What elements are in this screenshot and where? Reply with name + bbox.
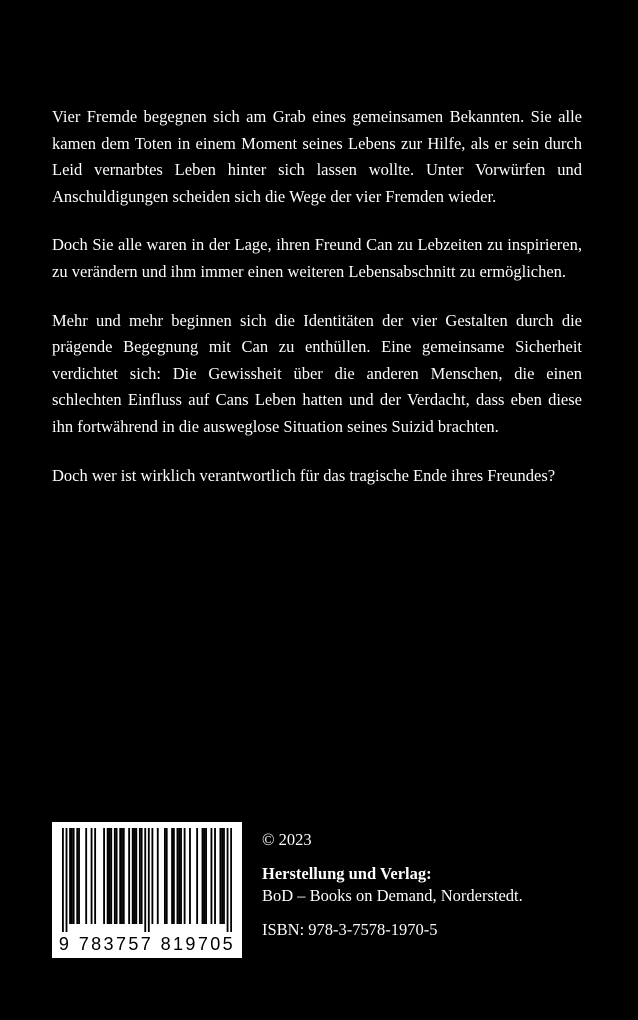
barcode-bar bbox=[78, 828, 80, 924]
barcode-bar bbox=[134, 828, 136, 924]
isbn-number: ISBN: 978-3-7578-1970-5 bbox=[262, 920, 438, 939]
barcode-bar bbox=[91, 828, 93, 924]
barcode-bar bbox=[69, 828, 71, 924]
barcode-bar bbox=[85, 828, 87, 924]
barcode-bar bbox=[178, 828, 180, 924]
barcode-bar bbox=[119, 828, 121, 924]
barcode-bar bbox=[189, 828, 191, 924]
barcode-digits: 9 783757 819705 bbox=[58, 934, 236, 954]
barcode-bar bbox=[71, 828, 73, 924]
publisher-label: Herstellung und Verlag: bbox=[262, 864, 432, 883]
barcode-bar bbox=[214, 828, 216, 924]
barcode-bar bbox=[157, 828, 159, 924]
blurb-paragraph-3: Mehr und mehr beginnen sich die Identitäten der vier Gestalten durch die prägende Begegnung mit Can zu enthüllen. Eine gemeinsame Sicherheit verdichtet sich: Die Gewissheit über die anderen Menschen, die einen schlechten Einfluss auf Cans Leben hatten und der Verdacht, dass eben diese ihn fortwährend in die ausweglose Situation seines Suizid brachten. bbox=[52, 310, 582, 436]
publisher-name: BoD – Books on Demand, Norderstedt. bbox=[262, 886, 523, 905]
barcode-bar bbox=[132, 828, 134, 924]
barcode-bar bbox=[230, 828, 232, 932]
barcode-bar bbox=[76, 828, 78, 924]
barcode-bar bbox=[151, 828, 153, 924]
barcode-bar bbox=[203, 828, 205, 924]
barcode-bar bbox=[116, 828, 118, 924]
barcode-bar bbox=[196, 828, 198, 924]
barcode-bar bbox=[62, 828, 64, 932]
barcode-bar bbox=[110, 828, 112, 924]
barcode-bar bbox=[109, 828, 111, 924]
blurb-paragraph-2: Doch Sie alle waren in der Lage, ihren Freund Can zu Lebzeiten zu inspirieren, zu verändern und ihm immer einen weiteren Lebensabschnitt zu ermöglichen. bbox=[52, 235, 582, 281]
barcode-bar bbox=[121, 828, 123, 924]
barcode-bar bbox=[211, 828, 213, 924]
blurb-paragraph-1: Vier Fremde begegnen sich am Grab eines gemeinsamen Bekannten. Sie alle kamen dem Toten in einem Moment seines Lebens zur Hilfe, als er sein durch Leid vernarbtes Leben hinter sich lassen wollte. Unter Vorwürfen und Anschuldigungen scheiden sich die Wege der vier Fremden wieder. bbox=[52, 107, 582, 206]
back-cover-blurb bbox=[52, 104, 582, 511]
imprint bbox=[262, 829, 602, 941]
barcode-bar bbox=[173, 828, 175, 924]
barcode-bar bbox=[128, 828, 130, 924]
barcode-bar bbox=[107, 828, 109, 924]
isbn-barcode bbox=[52, 822, 242, 958]
barcode-bar bbox=[139, 828, 141, 924]
barcode-bar bbox=[164, 828, 166, 924]
barcode-bar bbox=[144, 828, 146, 932]
barcode-bars bbox=[62, 828, 232, 932]
barcode-bar bbox=[66, 828, 68, 932]
barcode-bar bbox=[184, 828, 186, 924]
barcode-bar bbox=[114, 828, 116, 924]
copyright-notice: © 2023 bbox=[262, 830, 312, 849]
barcode-bar bbox=[166, 828, 168, 924]
barcode-bar bbox=[202, 828, 204, 924]
barcode-bar bbox=[135, 828, 137, 924]
barcode-bar bbox=[205, 828, 207, 924]
barcode-bar bbox=[94, 828, 96, 924]
barcode-bar bbox=[177, 828, 179, 924]
barcode-bar bbox=[73, 828, 75, 924]
barcode-bar bbox=[219, 828, 221, 924]
barcode-bar bbox=[221, 828, 223, 924]
barcode-bar bbox=[123, 828, 125, 924]
barcode-bar bbox=[180, 828, 182, 924]
barcode-bar bbox=[148, 828, 150, 932]
barcode-bar bbox=[171, 828, 173, 924]
barcode-bar bbox=[227, 828, 229, 932]
barcode-bar bbox=[103, 828, 105, 924]
barcode-bar bbox=[223, 828, 225, 924]
blurb-paragraph-4: Doch wer ist wirklich verantwortlich für das tragische Ende ihres Freundes? bbox=[52, 465, 556, 485]
barcode-bar bbox=[141, 828, 143, 924]
